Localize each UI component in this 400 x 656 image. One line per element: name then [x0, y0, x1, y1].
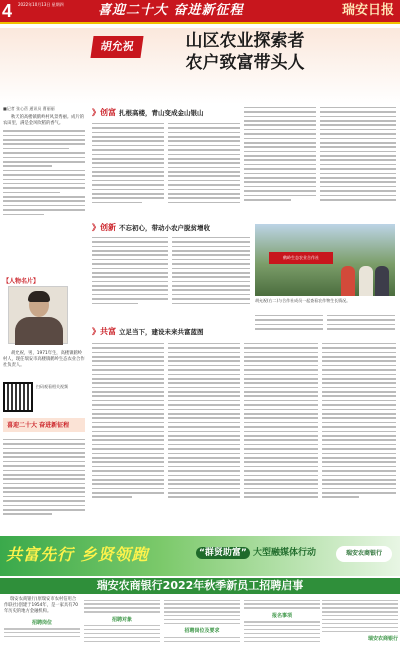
section-3-marker: 》共富: [92, 327, 116, 336]
recruitment-title: 瑞安农商银行2022年秋季新员工招聘启事: [0, 578, 400, 594]
recruitment-notice: [0, 578, 400, 656]
dateline: 2022年10月13日 星期四: [18, 2, 64, 7]
recruit-subhead: 招聘岗位及要求: [184, 628, 220, 635]
ad-slogan: 共富先行 乡贤领跑: [6, 545, 149, 564]
profile-title: 【人物名片】: [3, 278, 40, 285]
masthead-rule: [0, 22, 400, 24]
ad-banner[interactable]: [0, 536, 400, 576]
article-column: [92, 234, 168, 307]
left-body-text: [3, 130, 85, 215]
byline: ■记者 张心蓓 通讯员 曹丽丽: [3, 106, 55, 111]
headline-line-1: 山区农业探索者: [185, 31, 305, 51]
ad-campaign: [196, 546, 316, 560]
portrait-photo: [8, 286, 68, 344]
article-column: [244, 104, 316, 203]
section-header-2: [92, 222, 210, 233]
left-column: [3, 106, 85, 218]
person-figure: [341, 266, 355, 296]
mini-banner-body: [3, 436, 85, 518]
section-2-title: 不忘初心，带动小农户脱贫增收: [119, 224, 210, 232]
recruit-subhead: 报名事项: [271, 612, 292, 619]
recruit-column: [4, 597, 80, 640]
profile-text: 胡允祝，男，1971年生，高楼镇鹤岭村人，现任瑞安市高楼镇鹤岭生态农业合作社负责人。: [3, 351, 85, 369]
ad-campaign-text: 大型融媒体行动: [252, 548, 316, 558]
section-3-title: 立足当下，建设未来共富蓝图: [119, 328, 204, 336]
recruit-column: [244, 597, 320, 645]
intro-paragraph: 秋天的高楼镇鹤岭村风景秀丽。成片的农田里，满是金风吹稻的香气。: [3, 115, 85, 127]
article-column: [92, 120, 164, 206]
section-header-3: [92, 326, 204, 337]
article-column: [92, 340, 164, 501]
section-2-marker: 》创新: [92, 223, 116, 232]
recruit-signature: 瑞安农商银行: [367, 636, 398, 643]
profile-badge: 胡允祝: [90, 36, 143, 58]
qr-caption: 扫码观看相关视频: [36, 384, 68, 389]
ad-campaign-label: “群贤助富”: [196, 547, 250, 559]
section-1-marker: 》创富: [92, 108, 116, 117]
mini-banner: [3, 418, 85, 432]
photo-banner: 鹤岭生态农业合作社: [269, 252, 333, 264]
bank-logo: 瑞安农商银行: [336, 546, 392, 562]
recruit-column: [164, 597, 240, 645]
page-number: 4: [2, 1, 13, 21]
masthead: [0, 0, 400, 22]
article-column: [168, 340, 240, 501]
headline: [160, 30, 330, 74]
article-column: [172, 234, 250, 307]
headline-line-2: 农户致富带头人: [185, 53, 305, 73]
masthead-slogan: 喜迎二十大 奋进新征程: [98, 3, 244, 18]
person-figure: [359, 266, 373, 296]
paper-name: 瑞安日报: [341, 3, 394, 18]
article-column: [322, 340, 396, 501]
recruit-column: [84, 597, 160, 645]
section-header-1: [92, 107, 204, 118]
qr-code-frame: [3, 382, 33, 412]
mini-banner-text: 喜迎二十大 奋进新征程: [7, 422, 70, 429]
article-column: [244, 340, 318, 501]
recruit-intro: 瑞安农商银行(原瑞安市农村信用合作联社)创建于1954年，是一家具有70年历史的地方金融机构。: [4, 597, 78, 615]
article-photo: [255, 224, 395, 296]
article-column: [320, 104, 396, 203]
recruit-column: [322, 597, 398, 644]
article-column: [327, 312, 395, 332]
person-figure: [375, 266, 389, 296]
recruit-subhead: 招聘对象: [111, 616, 132, 623]
section-1-title: 扎根高楼，青山变成金山银山: [119, 109, 204, 117]
photo-caption: 胡允祝(右二)与合作社成员一起查看农作物生长情况。: [255, 298, 351, 303]
recruit-subhead: 招聘岗位: [31, 619, 52, 626]
article-column: [168, 120, 240, 206]
article-column: [255, 312, 323, 332]
